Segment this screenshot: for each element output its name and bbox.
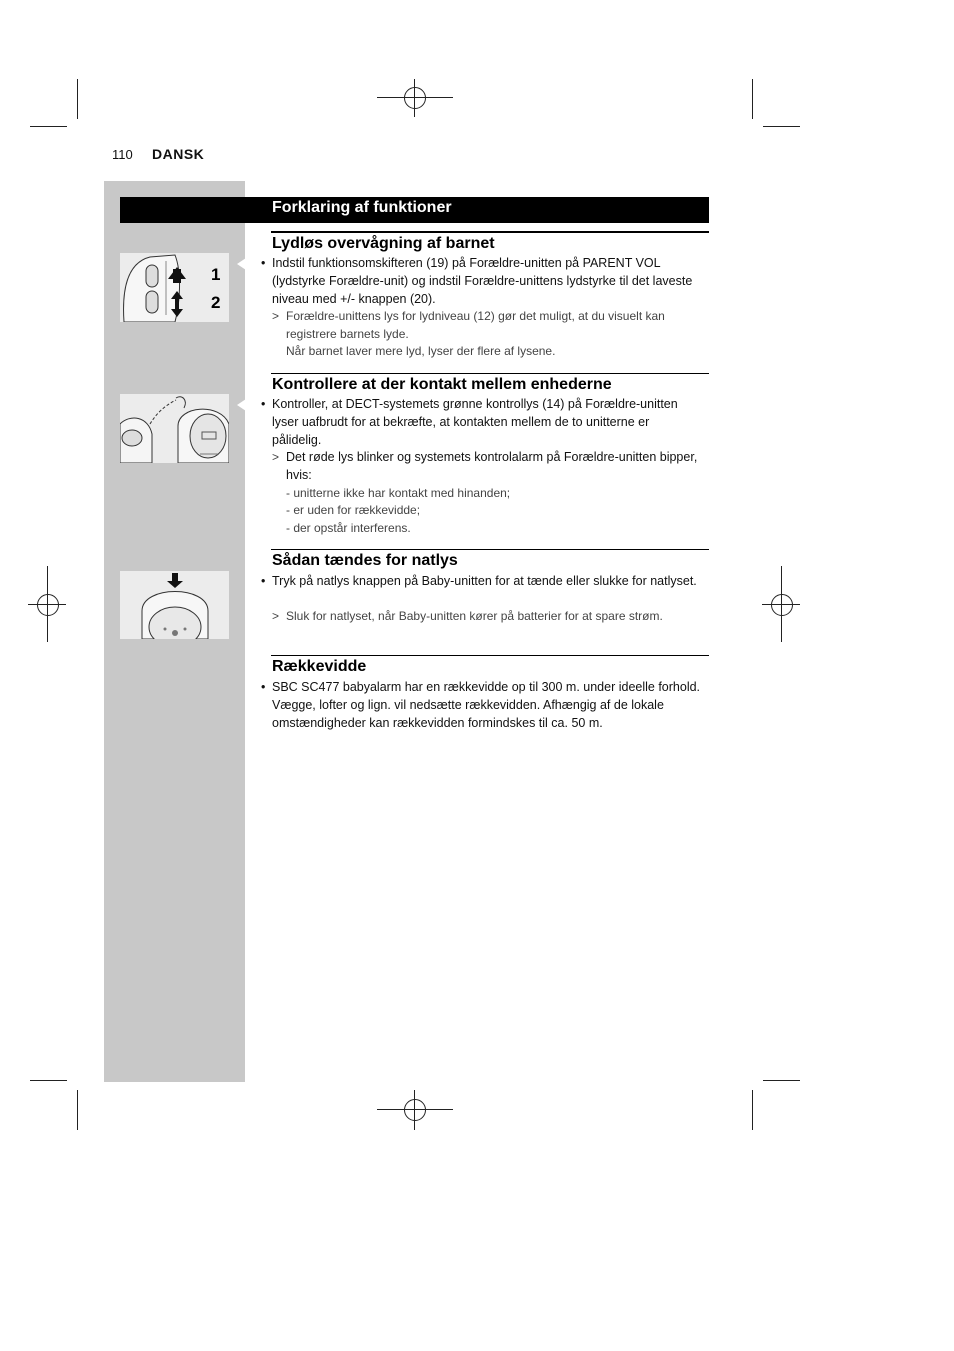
section-heading-silent-monitoring: Lydløs overvågning af barnet (272, 235, 495, 252)
crop-mark (763, 1080, 800, 1081)
crop-mark (30, 126, 67, 127)
crop-mark (752, 79, 753, 119)
section-heading-night-light: Sådan tændes for natlys (272, 552, 458, 569)
section-body: Indstil funktionsomskifteren (19) på Forældre-unitten på PARENT VOL (lydstyrke Forældre-unit) og indstil Forældre-unittens lydstyrke til det laveste niveau med +/- knappen (20). (272, 256, 693, 306)
section-heading-check-connection: Kontrollere at der kontakt mellem enhederne (272, 376, 612, 393)
bullet-marker: • (261, 256, 266, 270)
page-title: Forklaring af funktioner (272, 199, 452, 216)
bullet-marker: • (261, 397, 266, 411)
section-rule (271, 231, 709, 233)
bullet-marker: • (261, 574, 266, 588)
section-note: Når barnet laver mere lyd, lyser der flere af lysene. (286, 344, 556, 358)
bullet-marker: • (261, 680, 266, 694)
section-note: Forældre-unittens lys for lydniveau (12) gør det muligt, at du visuelt kan registrere barnets lyde. (286, 309, 665, 341)
crop-mark (77, 79, 78, 119)
baby-unit-top-image (120, 571, 229, 639)
note-marker: > (272, 309, 280, 323)
night-light-illustration (120, 571, 229, 639)
illustration-pointer (237, 258, 246, 270)
section-note: Det røde lys blinker og systemets kontrolalarm på Forældre-unitten bipper, hvis: (286, 450, 698, 482)
illustration-pointer (237, 399, 246, 411)
crop-mark (30, 1080, 67, 1081)
note-marker: > (272, 450, 280, 464)
section-rule (271, 655, 709, 656)
language-label: DANSK (152, 146, 205, 162)
section-body: Tryk på natlys knappen på Baby-unitten for at tænde eller slukke for natlyset. (272, 574, 697, 588)
dash-item: - unitterne ikke har kontakt med hinanden; (286, 486, 511, 500)
section-rule (271, 549, 709, 550)
connection-check-illustration (120, 394, 229, 463)
section-note: Sluk for natlyset, når Baby-unitten kører på batterier for at spare strøm. (286, 609, 663, 623)
step-number: 2 (211, 293, 221, 312)
section-body: Kontroller, at DECT-systemets grønne kontrollys (14) på Forældre-unitten lyser uafbrudt for at bekræfte, at kontakten mellem de to unitterne er pålidelig. (272, 397, 678, 447)
dash-item: - er uden for rækkevidde; (286, 503, 421, 517)
parent-unit-volume-illustration (120, 253, 229, 322)
two-units-image (120, 394, 229, 463)
note-marker: > (272, 609, 280, 623)
step-number: 1 (211, 265, 221, 284)
section-body: SBC SC477 babyalarm har en rækkevidde op til 300 m. under ideelle forhold. Vægge, lofter og lign. vil nedsætte rækkevidden. Afhængig af de lokale omstændigheder kan rækkevidden formindskes til ca. 50 m. (272, 680, 701, 730)
section-rule (271, 373, 709, 374)
crop-mark (763, 126, 800, 127)
crop-mark (77, 1090, 78, 1130)
crop-mark (752, 1090, 753, 1130)
section-heading-range: Rækkevidde (272, 658, 367, 675)
page-number: 110 (112, 147, 133, 162)
dash-item: - der opstår interferens. (286, 521, 411, 535)
